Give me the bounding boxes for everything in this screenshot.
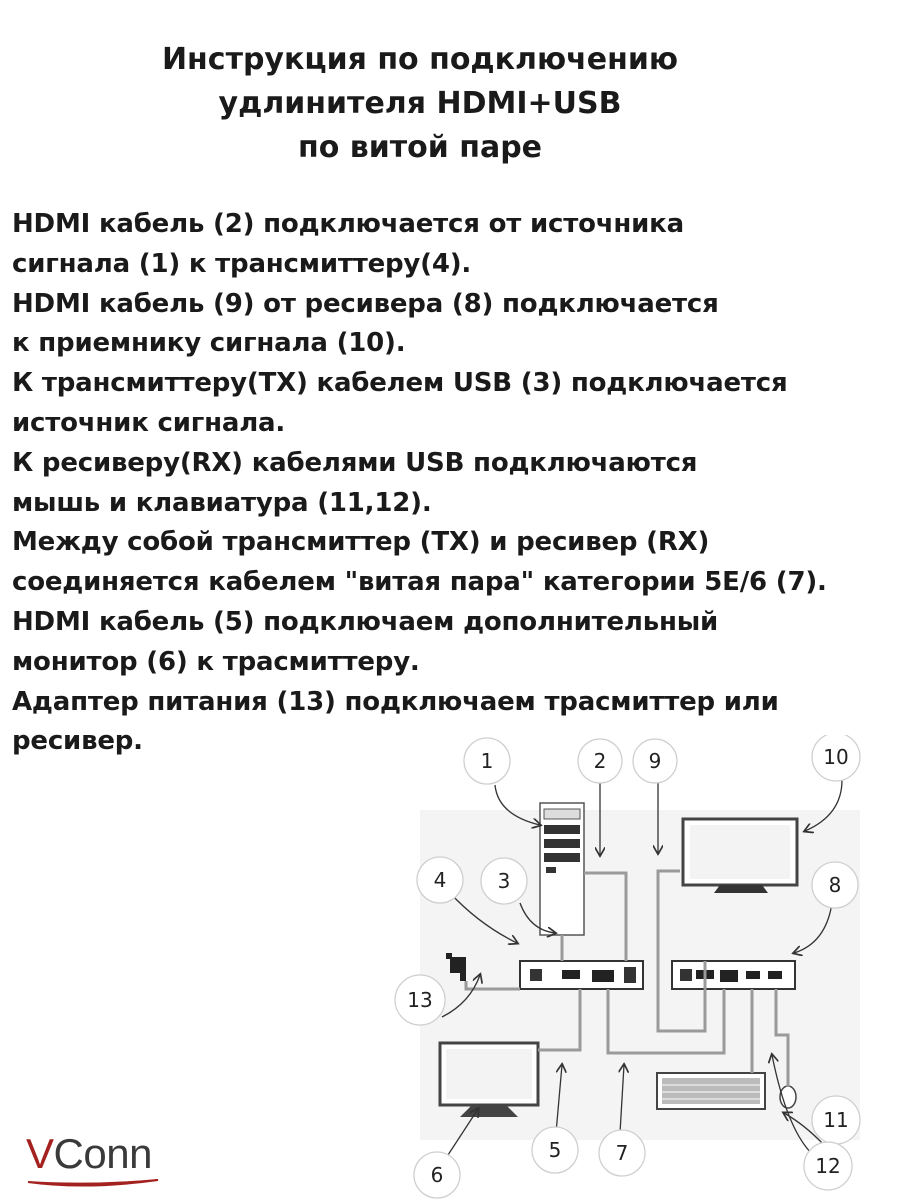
connection-diagram (380, 735, 900, 1200)
callout-6 (414, 1152, 460, 1198)
instruction-line: HDMI кабель (5) подключаем дополнительный (12, 606, 719, 637)
callout-label: 11 (823, 1108, 849, 1132)
callout-5 (532, 1127, 578, 1173)
logo-swoosh-icon (26, 1174, 161, 1190)
callout-label: 6 (430, 1163, 444, 1187)
callout-4 (417, 857, 463, 903)
extra-monitor-icon (440, 1043, 538, 1117)
callout-label: 1 (480, 749, 494, 773)
callout-11 (812, 1096, 860, 1144)
receiver-icon (672, 961, 795, 989)
instruction-line: HDMI кабель (9) от ресивера (8) подключается (12, 288, 719, 319)
callout-label: 10 (823, 745, 849, 769)
callout-13 (395, 975, 445, 1025)
receiver-monitor-icon (683, 819, 797, 893)
callout-label: 12 (815, 1154, 841, 1178)
logo-letters-conn: Conn (53, 1130, 152, 1177)
title-line-2: удлинителя HDMI+USB (218, 86, 622, 121)
callout-label: 4 (433, 868, 447, 892)
logo-letter-v: V (26, 1130, 54, 1177)
callout-label: 2 (593, 749, 607, 773)
callout-label: 3 (497, 869, 511, 893)
instruction-line: монитор (6) к трасмиттеру. (12, 646, 420, 677)
callout-2 (578, 739, 622, 783)
callout-3 (481, 858, 527, 904)
instruction-line: К ресиверу(RX) кабелями USB подключаются (12, 447, 698, 478)
callout-8 (812, 862, 858, 908)
logo-wordmark (26, 1130, 166, 1178)
callout-1 (464, 738, 510, 784)
instruction-line: ресивер. (12, 726, 143, 757)
instruction-line: сигнала (1) к трансмиттеру(4). (12, 248, 472, 279)
callout-label: 7 (615, 1141, 629, 1165)
vconn-logo (26, 1130, 166, 1190)
callout-10 (812, 735, 860, 781)
keyboard-icon (657, 1073, 765, 1109)
document-title (0, 38, 840, 170)
instruction-line: мышь и клавиатура (11,12). (12, 487, 432, 518)
pc-tower-icon (540, 803, 584, 935)
transmitter-icon (520, 961, 643, 989)
instruction-line: соединяется кабелем "витая пара" категории 5E/6 (7). (12, 567, 827, 598)
callout-label: 5 (548, 1138, 562, 1162)
instruction-line: к приемнику сигнала (10). (12, 328, 406, 359)
instruction-line: источник сигнала. (12, 407, 286, 438)
instruction-line: Между собой трансмиттер (TX) и ресивер (RX) (12, 527, 710, 558)
title-line-3: по витой паре (297, 130, 543, 165)
instructions-text (12, 205, 897, 762)
title-line-1: Инструкция по подключению (161, 42, 679, 77)
callout-9 (633, 739, 677, 783)
callout-12 (804, 1142, 852, 1190)
callout-label: 8 (828, 873, 842, 897)
instruction-line: HDMI кабель (2) подключается от источника (12, 209, 684, 239)
callout-label: 13 (407, 988, 433, 1012)
instruction-line: К трансмиттеру(TX) кабелем USB (3) подключается (12, 368, 788, 399)
callout-7 (599, 1130, 645, 1176)
callout-label: 9 (648, 749, 662, 773)
instruction-line: Адаптер питания (13) подключаем трасмиттер или (12, 686, 779, 717)
